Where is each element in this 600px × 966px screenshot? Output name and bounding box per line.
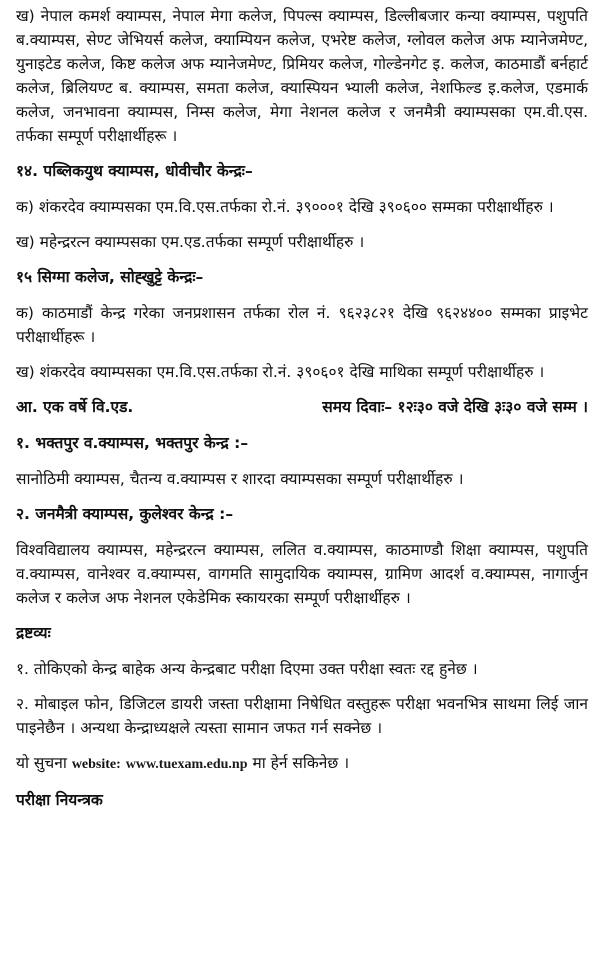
paragraph-15-ka: क) काठमाडौं केन्द्र गरेका जनप्रशासन तर्फका रोल नं. ९६२३८२१ देखि ९६२४४०० सम्मका प्राइभेट परीक्षार्थीहरू । <box>16 304 588 346</box>
section-aa-time: समय दिवाः– १२ः३० वजे देखि ३ः३० वजे सम्म । <box>322 398 588 416</box>
signature-title: परीक्षा नियन्त्रक <box>16 791 103 809</box>
website-suffix: मा हेर्न सकिनेछ । <box>252 754 350 772</box>
heading-center-15: १५ सिग्मा कलेज, सोह्खुट्टे केन्द्रः– <box>16 268 204 286</box>
website-label: website: <box>71 757 121 772</box>
paragraph-1: सानोठिमी क्याम्पस, चैतन्य व.क्याम्पस र शारदा क्याम्पसका सम्पूर्ण परीक्षार्थीहरु । <box>16 470 464 488</box>
heading-notes: द्रष्टव्यः <box>16 624 51 642</box>
website-prefix: यो सुचना <box>16 754 67 772</box>
website-url-link[interactable]: www.tuexam.edu.np <box>125 757 248 772</box>
heading-center-14: १४. पब्लिकयुथ क्याम्पस, धोवीचौर केन्द्रः– <box>16 162 253 180</box>
note-1: १. तोकिएको केन्द्र बाहेक अन्य केन्द्रबाट परीक्षा दिएमा उक्त परीक्षा स्वतः रद्द हुनेछ । <box>16 660 478 678</box>
section-aa-header <box>16 395 588 419</box>
website-line <box>16 751 588 777</box>
paragraph-kha-college-list: ख) नेपाल कमर्श क्याम्पस, नेपाल मेगा कलेज, पिपल्स क्याम्पस, डिल्लीबजार कन्या क्याम्पस, पशुपति ब.क्याम्पस, सेण्ट जेभियर्स कलेज, क्याम्पियन कलेज, एभरेष्ट कलेज, ग्लोवल कलेज अफ म्यानेजमेण्ट, युनाइटेड कलेज, किष्ट कलेज अफ म्यानेजमेण्ट, प्रिमियर कलेज, गोल्डेनगेट इ. कलेज, काठमाडौं बर्नहार्ट कलेज, ब्रिलियण्ट ब. क्याम्पस, समता कलेज, क्यास्पियन भ्याली कलेज, नेशफिल्ड इ.कलेज, एडमार्क कलेज, जनभावना क्याम्पस, निम्स कलेज, मेगा नेशनल कलेज र जनमैत्री क्याम्पसका एम.वी.एस. तर्फका सम्पूर्ण परीक्षार्थीहरू । <box>16 7 588 145</box>
paragraph-15-kha: ख) शंकरदेव क्याम्पसका एम.वि.एस.तर्फका रो.नं. ३९०६०१ देखि माथिका सम्पूर्ण परीक्षार्थीहरु । <box>16 363 545 381</box>
heading-center-2: २. जनमैत्री क्याम्पस, कुलेश्वर केन्द्र :– <box>16 505 234 523</box>
note-2: २. मोबाइल फोन, डिजिटल डायरी जस्ता परीक्षामा निषेधित वस्तुहरू परीक्षा भवनभित्र साथमा लिई जान पाइनेछैन । अन्यथा केन्द्राध्यक्षले त्यस्ता सामान जफत गर्न सक्नेछ । <box>16 695 588 737</box>
paragraph-14-ka: क) शंकरदेव क्याम्पसका एम.वि.एस.तर्फका रो.नं. ३९०००१ देखि ३९०६०० सम्मका परीक्षार्थीहरु । <box>16 198 554 216</box>
heading-center-1: १. भक्तपुर व.क्याम्पस, भक्तपुर केन्द्र :– <box>16 434 249 452</box>
section-aa-title: आ. एक वर्षे वि.एड. <box>16 398 134 416</box>
paragraph-2: विश्वविद्यालय क्याम्पस, महेन्द्ररत्न क्याम्पस, ललित व.क्याम्पस, काठमाण्डौ शिक्षा क्याम्पस, पशुपति व.क्याम्पस, वानेश्वर व.क्याम्पस, वागमति सामुदायिक क्याम्पस, ग्रामिण आदर्श व.क्याम्पस, नागार्जुन कलेज र कलेज अफ नेशनल एकेडेमिक स्कायरका सम्पूर्ण परीक्षार्थीहरु । <box>16 541 588 607</box>
paragraph-14-kha: ख) महेन्द्ररत्न क्याम्पसका एम.एड.तर्फका सम्पूर्ण परीक्षार्थीहरु । <box>16 233 365 251</box>
